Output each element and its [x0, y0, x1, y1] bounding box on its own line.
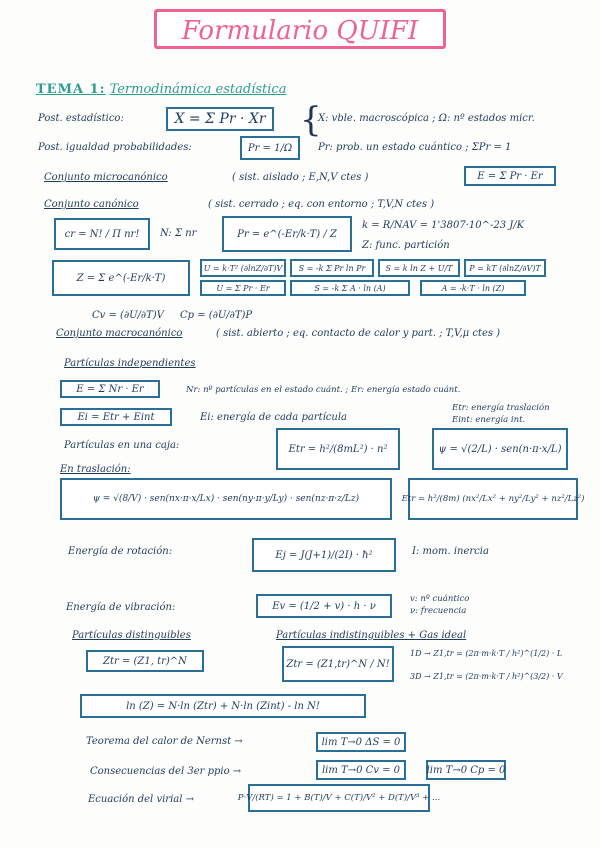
lnz-formula: ln (Z) = N·ln (Ztr) + N·ln (Zint) - ln N! — [80, 694, 366, 718]
a-formula: A = -k·T · ln (Z) — [420, 280, 526, 296]
z1-1d: 1D → Z1,tr = (2π·m·k·T / h²)^(1/2) · L — [410, 649, 563, 658]
tercer-cv-formula: lim T→0 Cv = 0 — [316, 760, 406, 780]
caja-e-formula: Etr = h²/(8mL²) · n² — [276, 428, 400, 470]
e2-note3: Eint: energía int. — [452, 415, 526, 425]
conjunto-micro-formula: E = Σ Pr · Er — [464, 166, 556, 186]
particulas-label: Partículas independientes — [64, 358, 196, 369]
conjunto-micro-label: Conjunto microcanónico — [44, 172, 168, 183]
nernst-formula: lim T→0 ΔS = 0 — [316, 732, 406, 752]
rot-label: Energía de rotación: — [68, 546, 173, 557]
conjunto-macro-desc: ( sist. abierto ; eq. contacto de calor y part. ; T,V,μ ctes ) — [216, 328, 501, 339]
distinguibles-label: Partículas distinguibles — [72, 630, 191, 641]
z1-3d: 3D → Z1,tr = (2π·m·k·T / h²)^(3/2) · V — [410, 672, 563, 681]
tema-name: Termodinámica estadística — [109, 82, 287, 97]
tras-label: En traslación: — [60, 464, 131, 475]
tercer-label: Consecuencias del 3er ppio → — [90, 766, 242, 777]
distinguibles-formula: Ztr = (Z1, tr)^N — [86, 650, 204, 672]
conjunto-macro-label: Conjunto macrocanónico — [56, 328, 183, 339]
e-formula: E = Σ Nr · Er — [60, 380, 160, 398]
page-title: Formulario QUIFI — [154, 9, 446, 49]
vib-label: Energía de vibración: — [66, 602, 176, 613]
indistinguibles-label: Partículas indistinguibles + Gas ideal — [276, 630, 467, 641]
e2-formula: Ei = Etr + Eint — [60, 408, 172, 426]
cr-formula: cr = N! / Π nr! — [54, 218, 150, 250]
tema-number: TEMA 1: — [36, 82, 106, 97]
virial-formula: P·V/(RT) = 1 + B(T)/V + C(T)/V² + D(T)/V³ + ... — [248, 784, 430, 812]
s3-formula: S = -k Σ A · ln (A) — [290, 280, 410, 296]
tema-heading — [36, 82, 286, 97]
virial-label: Ecuación del virial → — [88, 794, 194, 805]
conjunto-canonico-desc: ( sist. cerrado ; eq. con entorno ; T,V,N ctes ) — [208, 199, 435, 210]
n-sum: N: Σ nr — [160, 228, 197, 239]
post-igualdad-formula: Pr = 1/Ω — [240, 136, 300, 160]
u-formula: U = k·T² (∂lnZ/∂T)V — [200, 259, 286, 277]
nernst-label: Teorema del calor de Nernst → — [86, 736, 243, 747]
pr-formula: Pr = e^(-Er/k·T) / Z — [222, 216, 352, 252]
brace-icon: { — [300, 100, 322, 140]
k-constant: k = R/NAV = 1'3807·10^-23 J/K — [362, 220, 525, 231]
z-label: Z: func. partición — [362, 240, 450, 251]
indistinguibles-formula: Ztr = (Z1,tr)^N / N! — [282, 646, 394, 682]
vib-formula: Ev = (1/2 + v) · h · ν — [256, 594, 392, 618]
vib-note: v: nº cuántico — [410, 594, 470, 604]
cv-formula: Cv = (∂U/∂T)V — [92, 310, 164, 321]
z-formula: Z = Σ e^(-Er/k·T) — [52, 260, 190, 296]
u2-formula: U = Σ Pr · Er — [200, 280, 286, 296]
e-note: Nr: nº partículas en el estado cuánt. ; Er: energía estado cuánt. — [186, 385, 461, 395]
tercer-cp-formula: lim T→0 Cp = 0 — [426, 760, 506, 780]
post-igualdad-label: Post. igualdad probabilidades: — [38, 142, 192, 153]
e2-note: Ei: energía de cada partícula — [200, 412, 348, 423]
s2-formula: S = k ln Z + U/T — [378, 259, 460, 277]
tras-e-formula: Etr = h²/(8m) (nx²/Lx² + ny²/Ly² + nz²/Lz²) — [408, 478, 578, 520]
conjunto-canonico-label: Conjunto canónico — [44, 199, 139, 210]
post-estadistico-note: X: vble. macroscópica ; Ω: nº estados micr. — [318, 113, 535, 124]
post-estadistico-formula: X = Σ Pr · Xr — [166, 107, 274, 131]
cp-formula: Cp = (∂U/∂T)P — [180, 310, 253, 321]
rot-note: I: mom. inercia — [412, 546, 489, 557]
caja-psi-formula: ψ = √(2/L) · sen(n·π·x/L) — [432, 428, 568, 470]
rot-formula: Ej = J(J+1)/(2I) · ħ² — [252, 538, 396, 572]
caja-label: Partículas en una caja: — [64, 440, 180, 451]
post-igualdad-note: Pr: prob. un estado cuántico ; ΣPr = 1 — [318, 142, 512, 153]
s-formula: S = -k Σ Pr ln Pr — [290, 259, 374, 277]
p-formula: P = kT (∂lnZ/∂V)T — [464, 259, 546, 277]
conjunto-micro-desc: ( sist. aislado ; E,N,V ctes ) — [232, 172, 369, 183]
tras-psi-formula: ψ = √(8/V) · sen(nx·π·x/Lx) · sen(ny·π·y/Ly) · sen(nz·π·z/Lz) — [60, 478, 392, 520]
post-estadistico-label: Post. estadístico: — [38, 113, 124, 124]
e2-note2: Etr: energía traslación — [452, 403, 550, 413]
vib-note2: ν: frecuencia — [410, 606, 467, 616]
